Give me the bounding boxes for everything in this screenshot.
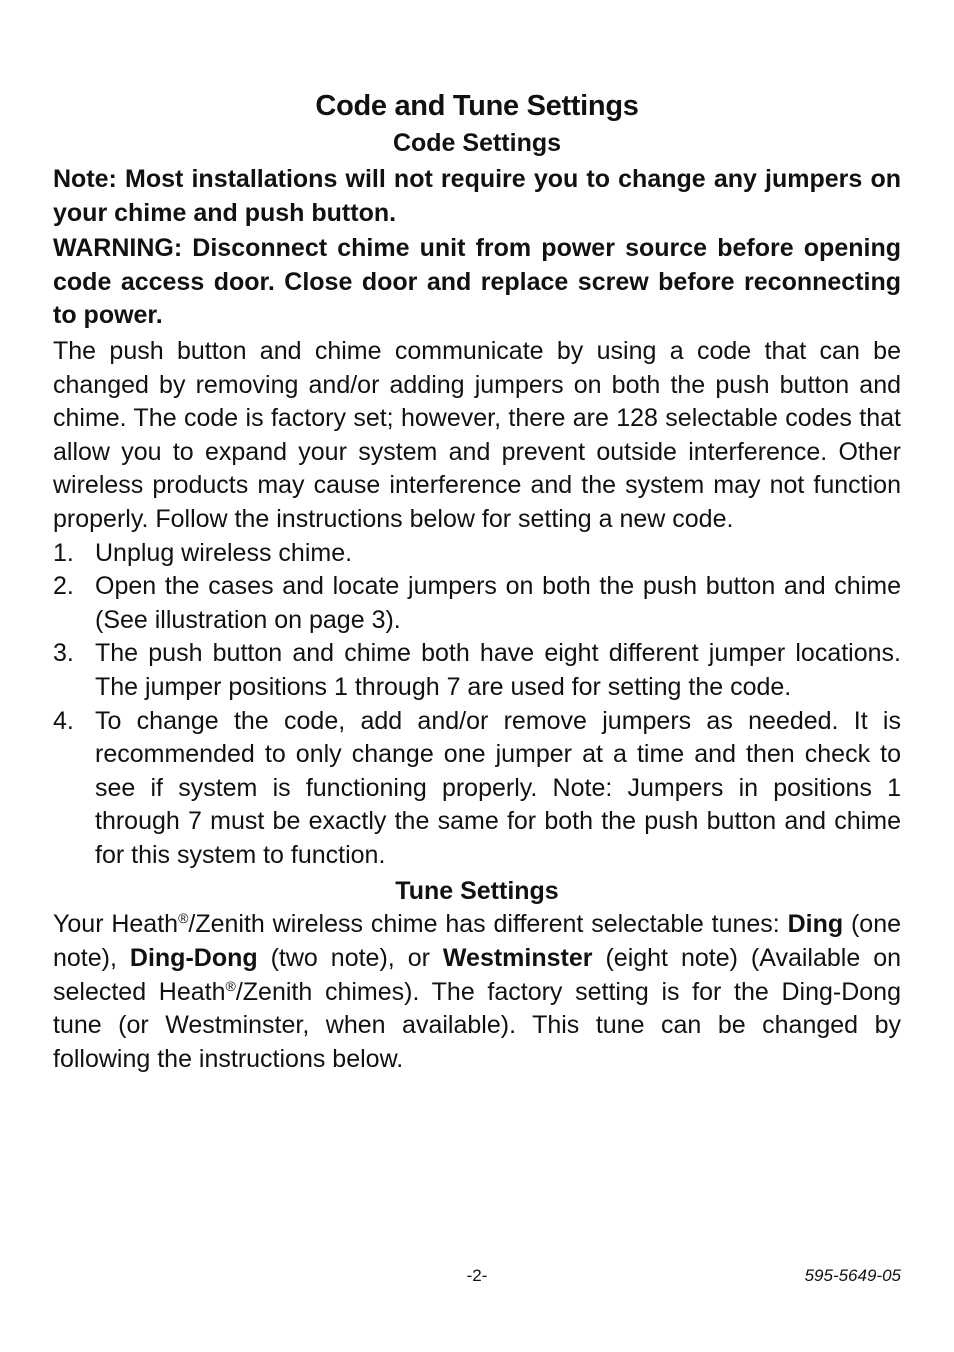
code-body-paragraph: The push button and chime communicate by using a code that can be changed by removing and/or adding jumpers on both the push button and chime. The code is factory set; however, there are 128 selectable codes that allow you to expand your system and prevent outside interference. Other wireless products may cause interference and the system may not function properly. Follow the instructions below for setting a new code. bbox=[53, 336, 901, 533]
page-number: -2- bbox=[466, 1266, 488, 1285]
step-text: Open the cases and locate jumpers on both the push button and chime (See illustration on page 3). bbox=[95, 572, 901, 634]
tune-text: (eight note) (Available on selected Heath bbox=[53, 944, 902, 1006]
tune-ding-dong: Ding-Dong bbox=[129, 944, 258, 973]
tune-westminster: Westminster bbox=[442, 944, 593, 973]
step-number: 4. bbox=[53, 706, 74, 735]
tune-body-paragraph bbox=[53, 908, 901, 1076]
tune-text: Your Heath bbox=[53, 910, 179, 939]
list-item bbox=[53, 537, 901, 571]
tune-text: (two note), or bbox=[257, 944, 443, 973]
list-item bbox=[53, 637, 901, 704]
step-text: To change the code, add and/or remove jumpers as needed. It is recommended to only change one jumper at a time and then check to see if system is functioning properly. Note: Jumpers in positions 1 through 7 must be exactly the same for both the push button and chime for this system to function. bbox=[95, 706, 901, 869]
tune-ding: Ding bbox=[787, 910, 844, 939]
step-number: 3. bbox=[53, 639, 74, 668]
step-text: Unplug wireless chime. bbox=[95, 538, 353, 567]
tune-text: (one note), bbox=[53, 910, 902, 973]
list-item bbox=[53, 570, 901, 637]
step-text: The push button and chime both have eight different jumper locations. The jumper positions 1 through 7 are used for setting the code. bbox=[95, 639, 901, 701]
page-title: Code and Tune Settings bbox=[315, 90, 639, 122]
registered-mark: ® bbox=[225, 977, 236, 994]
list-item bbox=[53, 705, 901, 873]
registered-mark: ® bbox=[178, 910, 189, 927]
step-number: 2. bbox=[53, 572, 74, 601]
tune-text: /Zenith chimes). The factory setting is for the Ding-Dong tune (or Westminster, when available). This tune can be changed by following the instructions below. bbox=[53, 977, 901, 1073]
steps-list bbox=[53, 537, 901, 873]
step-number: 1. bbox=[53, 538, 74, 567]
tune-settings-heading: Tune Settings bbox=[395, 877, 559, 906]
document-code: 595-5649-05 bbox=[804, 1266, 901, 1285]
warning-paragraph: WARNING: Disconnect chime unit from power source before opening code access door. Close door and replace screw before reconnecting to power. bbox=[53, 234, 901, 330]
note-paragraph: Note: Most installations will not require you to change any jumpers on your chime and push button. bbox=[53, 165, 901, 227]
document-page bbox=[53, 86, 901, 1076]
tune-text: /Zenith wireless chime has different selectable tunes: bbox=[188, 910, 788, 939]
code-settings-heading: Code Settings bbox=[392, 129, 562, 157]
